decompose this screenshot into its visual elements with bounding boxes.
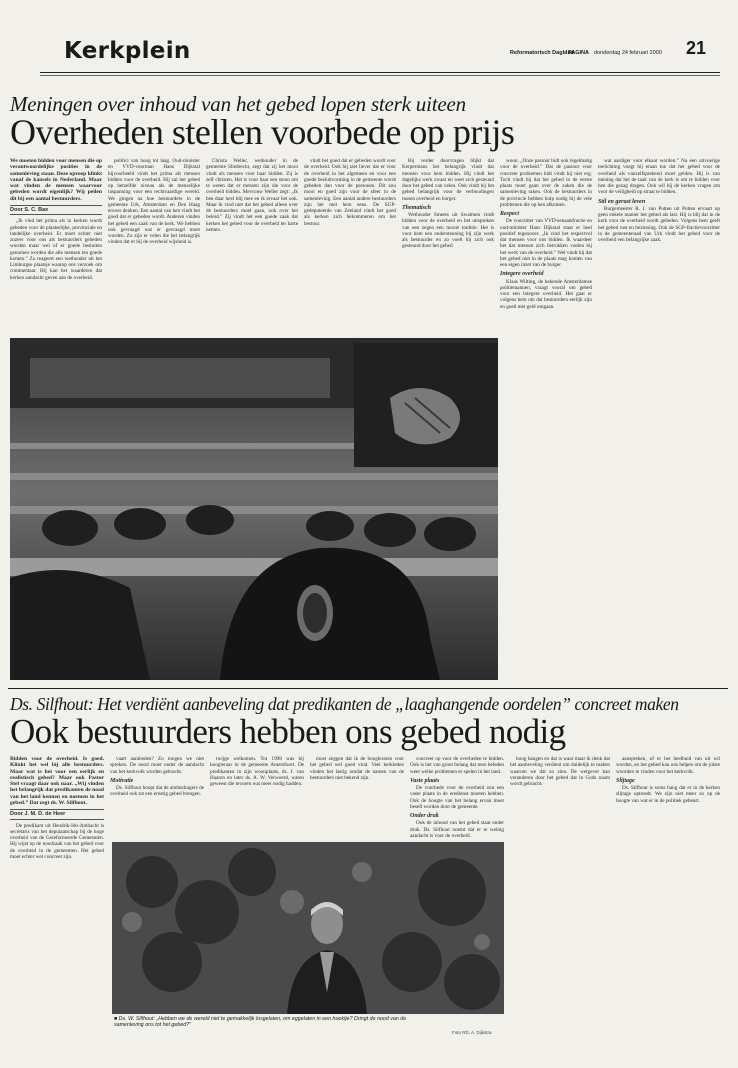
article2-subhead-vaste-plaats: Vaste plaats (410, 777, 440, 784)
article1-lead: We moeten bidden voor mensen die op verantwoordelijke posities in de samenleving staan. Deze oproep klinkt vanaf de kansels in Nederland. Maar wat vinden de mensen waarvoor gebeden wordt eigenlijk? Wij peilen dit bij een aantal bestuurders. (10, 158, 102, 202)
article2-column-2 (110, 756, 204, 838)
article2-column-4 (310, 756, 404, 838)
article2-top-rule (8, 688, 728, 689)
article2-byline: Door J. M. D. de Heer (10, 809, 104, 819)
article1-body-4: vindt het goed dat er gebeden wordt voor de overheid. Ook hij ziet liever dat er voor de overheid in het algemeen en voor een goede besluitvorming in de gemeente wordt gebeden dan voor de personen. Dit zou mooi en goed zijn voor de sfeer in de samenleving. Een aantal andere bestuurders zijn het met hem eens. De SGP-gedeputeerde van Zeeland vindt het goed als kerken zich bekommeren om het bestuur. (304, 158, 396, 227)
article2-column-6 (510, 756, 610, 1056)
parliament-chamber-image (10, 338, 498, 680)
article2-body-1: De predikant uit Hendrik-Ido-Ambacht is secretaris van het deputaatschap bij de hoge overheid van de Gereformeerde Gemeenten. Hij wijst op de noodzaak van het gebed voor de overheid in de gemeenten. Het gebed moet echter wel concreet zijn. (10, 822, 104, 860)
article1-body-3: Christa Weller, wethouder in de gemeente Sliedrecht, zegt dat zij het mooi vindt als mensen voor haar bidden. Zij is zelf christen. Het is voor haar een steun om te weten dat er mensen zijn die voor de overheid bidden. Mevrouw Weller zegt: „Ik ben daar heel blij mee en ik ervaar het ook. Maar ik vind niet dat het gebed alleen over de bestuurders moet gaan, ook over het beleid.” Zij vindt het een goede zaak dat kerken het gebed voor de overheid ter harte nemen. (206, 158, 298, 233)
article1-body-6c: Klaas Wilting, de bekende Amsterdamse politiemannen, vraagt vooral om gebed voor een integere overheid. Het gaat er volgens hem om dat bestuurders eerlijk zijn en goed met geld omgaan. (500, 278, 592, 310)
article1-byline: Door S. C. Bax (10, 205, 102, 215)
article1-column-4 (304, 158, 396, 338)
page-header (40, 36, 720, 70)
article1-kicker: Meningen over inhoud van het gebed lopen sterk uiteen (10, 92, 466, 116)
header-rule (40, 72, 720, 73)
article2-body-6: hoog hangen en dat is waar maar ik denk dat het aanbeveling verdient om duidelijk te maken waarom we dat zo zien. De wetgever kan veranderen door het gebed dat in Gods naam wordt gebracht. (510, 756, 610, 787)
photo-credit: Foto RD, A. Dijkstra (452, 1030, 492, 1035)
issue-date: donderdag 24 februari 2000 (594, 50, 662, 56)
article1-subhead-respect: Respect (500, 211, 519, 217)
article2-body-7b: Ds. Silfhout is soms bang dat er in de kerken slijtage optreedt. We zijn niet meer zo op de hoogte van wat er in de politiek gebeurt. (616, 785, 720, 804)
photo-caption: ■ Ds. W. Silfhout: „Hebben we de wereld niet te gemakkelijk losgelaten, om eggelaten in een hoektje? Dringt de nood van de samenleving ons tot het gebed?” (114, 1016, 407, 1028)
header-rule-thin (40, 75, 720, 76)
article2-body-2b: Ds. Silfhout hoopt dat de ambtsdragers de overheid ook tot een ernstig gebed brengen. (110, 785, 204, 798)
article2-headline: Ook bestuurders hebben ons gebed nodig (10, 712, 566, 751)
paper-name: Reformatorisch Dagblad (510, 50, 574, 56)
article1-column-5 (402, 158, 494, 338)
article2-body-5b: De voorbede voor de overheid zou een vaste plaats in de eredienst moeten hebben. Ook de hoogte van het belang ervan moet beseft worden door de gemeente. (410, 785, 504, 810)
article2-body-5c: Ook de inhoud van het gebed staat onder druk. Ds. Silfhout noemt dat er te weinig aandacht is voor de overheid. (410, 820, 504, 839)
article1-subhead-thematisch: Thematisch (402, 204, 432, 211)
article2-kicker: Ds. Silfhout: Het verdiënt aanbeveling dat predikanten de „laaghangende oordelen” concreet maken (10, 694, 679, 714)
article1-subhead-integer: Integere overheid (500, 271, 544, 278)
article2-subhead-onder-druk: Onder druk (410, 813, 439, 819)
page-number-value: 21 (686, 38, 707, 58)
article2-lead: Bidden voor de overheid. Is goed. Klinkt het wel bij alle bestuurders. Maar wat is het voor een eerlijk en realistisch gebed? Maar ook Pastor Stel vraagt daar ook naar. „Wij vinden het belangrijk dat predikanten de nood van het land kennen en noemen in het gebed.” Dat zegt ds. W. Silfhout. (10, 756, 104, 807)
page-number (686, 38, 706, 59)
article1-body-1: „Ik vind het prima als in kerken wordt gebeden voor de plaatselijke, provinciale en landelijke overheid. Er moet echter niet zozeer voor ons als bestuurders gebeden worden maar wel of er goede besluiten genomen worden die alle mensen ten goede komen.” Zo reageert een wethouder uit het Limburgse plaatsje waarop ons verzoek om commentaar. Hij kan het waarderen dat kerken aandacht geven aan de overheid. (10, 218, 102, 281)
article2-body-7: aanspreken, of er het heelhuid van uit wil worden, en het gebed kan ons helpen om de juiste woorden te vinden voor het kerkvolk. (616, 756, 720, 775)
article2-subhead-motivatie: Motivatie (110, 777, 134, 784)
article2-body-4: moet zeggen dat ik de hoogleraren voor het gebed wel goed vind. Veel kerkleden vinden het lastig omdat de namen van de bestuurders niet bekend zijn. (310, 756, 404, 781)
article1-body-7b: Burgemeester R. J. van Putten uit Putten ervaart op geen enkele manier het gebed als last. Hij is blij dat in de kerk voor de overheid wordt gebeden. Volgens hem geeft het gebed rust en bezinning. Ook de SGP-fractievoorzitter in de gemeenteraad van Urk vindt het gebed voor de overheid een belangrijke zaak. (598, 205, 720, 243)
article2-body-2: vaart aanbieden? Zo mogen we niet spreken. De nood moet onder de aandacht van het kerkvolk worden gebracht. (110, 756, 204, 775)
article2-subhead-slijtage: Slijtage (616, 777, 635, 784)
article1-body-5: Bij verder doorvragen blijkt dat Kerpermans het belangrijk vindt dat mensen voor hem bidden. Hij vindt het dagelijks werk zwaar en weet zich gesteund door het gebed van velen. Ook vindt hij het gebed belangrijk voor de verhoudingen tussen overheid en burger. (402, 158, 494, 202)
section-title: Kerkplein (64, 38, 191, 64)
article1-column-7 (598, 158, 720, 678)
article1-body-5b: Wethouder Smeets uit Swalmen vindt bidden voor de overheid en het uitspreken van een zegen een mooie traditie. Het is voor hem een ondersteuning bij zijn werk als bestuurder en zo voelt hij zich ook gesteund door het gebed. (402, 212, 494, 250)
article1-body-6: woon. „Onze pastoor bidt ook regelmatig voor de overheid.” Dat de pastoor voor concrete problemen bidt vindt hij niet erg. Toch vindt hij dat het gebed in de eerste plaats moet gaan over de zaken die de samenleving raken. Ook de bestuurders in de provincie hebben hulp nodig bij de vele problemen die op hen afkomen. (500, 158, 592, 208)
article2-column-3 (210, 756, 304, 838)
article1-headline: Overheden stellen voorbede op prijs (10, 112, 515, 152)
article2-column-1 (10, 756, 104, 1056)
article2-body-5: concreet op voor de overheden te bidden. Ook is het van groot belang dat men beleden weet welke problemen er spelen in het land. (410, 756, 504, 775)
article1-body-7: wat aardiger voor elkaar worden.” Na een uitvoerige toelichting voegt hij eraan toe dat het gebed voor de overheid als vanzelfsprekend moet gelden. Hij is van mening dat het de taak van de kerk is om te bidden voor hen die gezag dragen. Ook wil hij de kerken vragen om voor de veiligheid op straat te bidden. (598, 158, 720, 196)
article1-column-6 (500, 158, 592, 678)
article2-body-3: twijge welkomen. Tot 1998 was hij hoogleraar in de gemeente Amersfoort. De predikanten in zijn woonplaats, ds. J. van Haaren en later ds. A. W. Verwoerd, waren geweest die tevoren wat meer nodig hadden. (210, 756, 304, 787)
article1-body-6b: De voorzitter van VVD-senaatsfractie en oud-minister Hans Dijkstal staat er heel positief tegenover. „Ik vind het respectvol dat mensen voor ons bidden. Ik waardeer het dat mensen zich betrokken voelen bij het werk van de overheid.” Wel vindt hij dat het gebed niet in de plaats mag komen van een eigen inzet van de burger. (500, 218, 592, 268)
article1-body-2: politici van hoog tot laag. Oud-minister en VVD-voorman Hans Dijkstal bijvoorbeeld vindt het prima als mensen bidden voor de overheid. Hij zal het gebed op hetzelfde niveau als de menselijke inspanning voor een rechtvaardige wereld. We gingen na hoe bestuurders in de gemeente Urk, Amsterdam en Den Haag erover denken. Een aantal van hen vindt het goed dat er gebeden wordt. Anderen vinden het gebed een zaak van de kerk. We hebben ook gevraagd wat er gevraagd moet worden. Zo zijn er velen die het belangrijk vinden dat er bij de overheid wijsheid is. (108, 158, 200, 246)
article1-subhead-stil: Stil en gerust leven (598, 198, 646, 205)
article2-column-7 (616, 756, 720, 1056)
page-label: PAGINA (568, 50, 589, 56)
parliament-photo (10, 338, 498, 680)
silfhout-portrait-photo (112, 842, 504, 1014)
silfhout-portrait-image (112, 842, 504, 1014)
